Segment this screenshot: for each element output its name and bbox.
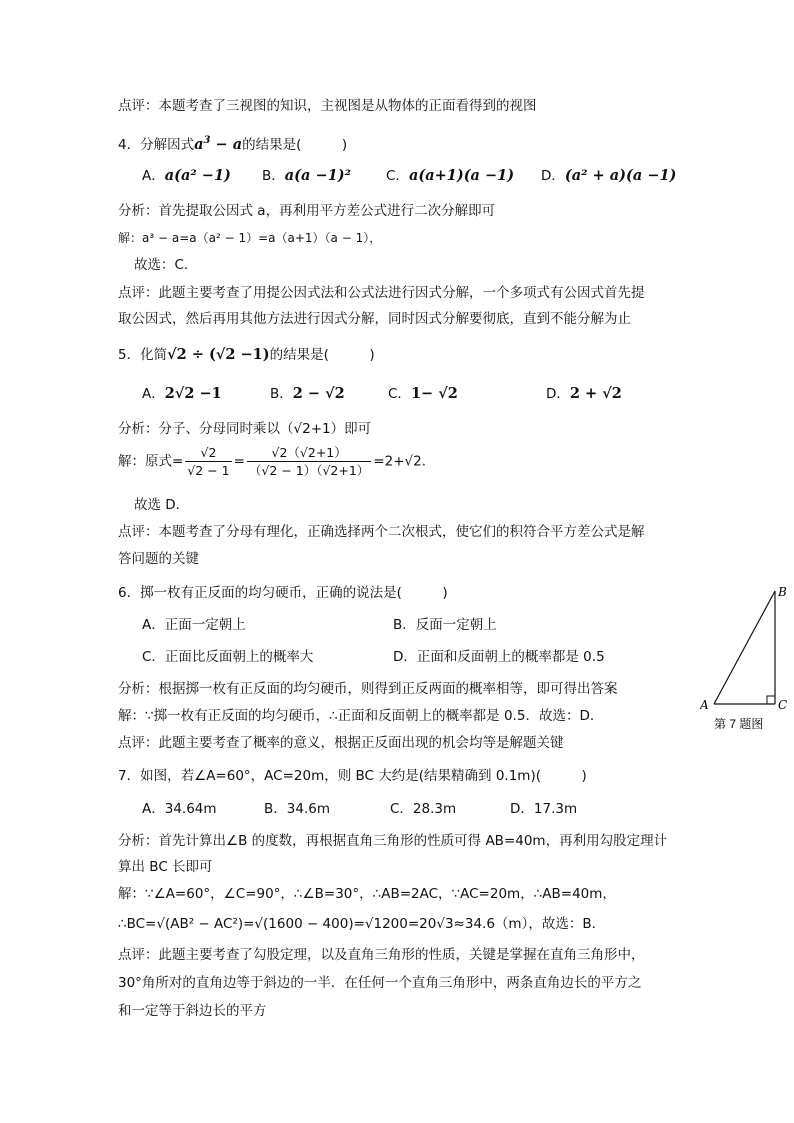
q5-expression: √2 ÷ (√2 −1) (167, 346, 270, 363)
q5-option-d-expr: 2 + √2 (569, 385, 622, 402)
q4-solution: 解：a³ − a=a（a² − 1）=a（a+1）（a − 1）， (118, 231, 382, 245)
q7-comment-line-2: 30°角所对的直角边等于斜边的一半．在任何一个直角三角形中，两条直角边长的平方之 (118, 975, 642, 991)
q4-option-a (142, 167, 231, 185)
q7-stem: 7．如图，若∠A=60°，AC=20m，则 BC 大约是(结果精确到 0.1m)( ) (118, 768, 587, 784)
q4-option-a-expr: a(a² −1) (164, 167, 231, 184)
q6-option-c: C．正面比反面朝上的概率大 (142, 649, 314, 665)
q7-comment-line-1: 点评：此题主要考查了勾股定理，以及直角三角形的性质，关键是掌握在直角三角形中， (118, 947, 645, 963)
q5-option-b-label: B． (270, 386, 293, 402)
vertex-label-a: A (700, 698, 709, 712)
q4-expression (194, 136, 242, 153)
q5-fraction-1 (185, 444, 231, 479)
vertex-label-b: B (778, 585, 787, 599)
q4-option-d-expr: (a² + a)(a −1) (564, 167, 677, 184)
q7-option-c: C．28.3m (390, 801, 457, 817)
q5-equals: = (233, 453, 245, 470)
q7-figure (700, 582, 794, 732)
q5-comment-line-1: 点评：本题考查了分母有理化，正确选择两个二次根式，使它们的积符合平方差公式是解 (118, 524, 645, 540)
q5-stem-prefix: 5．化简 (118, 347, 168, 363)
q5-fraction-1-denominator: √2 − 1 (187, 463, 230, 478)
q5-option-d-label: D． (546, 386, 570, 402)
q5-option-a (142, 385, 222, 403)
q5-option-c (388, 385, 458, 403)
q7-solution-line-1: 解：∵∠A=60°，∠C=90°，∴∠B=30°，∴AB=2AC，∵AC=20m，∴AB=40m， (118, 886, 616, 902)
q4-expr-exponent: 3 (203, 135, 211, 146)
q5-option-c-expr: 1− √2 (410, 385, 458, 402)
q4-option-b (262, 167, 351, 185)
q4-option-b-expr: a(a −1)² (284, 167, 351, 184)
q5-option-b (270, 385, 345, 403)
q6-solution: 解：∵掷一枚有正反面的均匀硬币，∴正面和反面朝上的概率都是 0.5．故选：D． (118, 708, 604, 724)
q4-stem (118, 132, 347, 154)
q4-analysis: 分析：首先提取公因式 a，再利用平方差公式进行二次分解即可 (118, 203, 496, 219)
q6-comment: 点评：此题主要考查了概率的意义，根据正反面出现的机会均等是解题关键 (118, 735, 564, 751)
q5-option-a-label: A． (142, 386, 165, 402)
q4-option-d (541, 167, 676, 185)
q7-option-d: D．17.3m (510, 801, 578, 817)
q6-analysis: 分析：根据掷一枚有正反面的均匀硬币，则得到正反两面的概率相等，即可得出答案 (118, 681, 618, 697)
q7-option-a: A．34.64m (142, 801, 217, 817)
q5-solution-prefix: 解：原式= (118, 453, 184, 470)
q4-stem-prefix: 4．分解因式 (118, 136, 195, 153)
q4-option-a-label: A． (142, 168, 165, 184)
q5-option-a-expr: 2√2 −1 (164, 385, 222, 402)
q7-solution-line-2: ∴BC=√(AB² − AC²)=√(1600 − 400)=√1200=20√3≈34.6（m），故选：B． (118, 916, 606, 932)
q5-fraction-1-numerator: √2 (185, 444, 231, 462)
q5-option-c-label: C． (388, 386, 411, 402)
figure-caption: 第 7 题图 (714, 717, 764, 731)
q7-option-b: B．34.6m (264, 801, 330, 817)
q4-option-c (386, 167, 514, 185)
q3-comment: 点评：本题考查了三视图的知识，主视图是从物体的正面看得到的视图 (118, 98, 537, 114)
q5-solution (118, 444, 426, 479)
q5-option-d (546, 385, 622, 403)
right-angle-mark (767, 696, 775, 704)
q7-comment-line-3: 和一定等于斜边长的平方 (118, 1003, 267, 1019)
q5-stem (118, 346, 375, 364)
q6-option-d: D．正面和反面朝上的概率都是 0.5 (393, 649, 605, 665)
q6-option-b: B．反面一定朝上 (393, 617, 497, 633)
q5-fraction-2 (247, 444, 371, 479)
q4-expr-base: a (194, 135, 204, 153)
q4-expr-rest: − a (210, 135, 243, 153)
right-triangle-diagram (700, 582, 794, 732)
q6-stem: 6．掷一枚有正反面的均匀硬币，正确的说法是( ) (118, 585, 448, 601)
q4-choice: 故选：C． (134, 257, 198, 273)
triangle-side-ab (714, 591, 775, 704)
q4-option-c-expr: a(a+1)(a −1) (408, 167, 515, 184)
q4-comment-line-1: 点评：此题主要考查了用提公因式法和公式法进行因式分解，一个多项式有公因式首先提 (118, 285, 645, 301)
q5-solution-suffix: =2+√2. (373, 453, 427, 470)
q5-fraction-2-numerator: √2（√2+1） (247, 444, 371, 462)
q7-analysis-line-2: 算出 BC 长即可 (118, 859, 213, 875)
q7-analysis-line-1: 分析：首先计算出∠B 的度数，再根据直角三角形的性质可得 AB=40m，再利用勾股定理计 (118, 833, 668, 849)
vertex-label-c: C (778, 698, 788, 712)
q5-comment-line-2: 答问题的关键 (118, 551, 199, 567)
q5-stem-suffix: 的结果是( ) (269, 347, 375, 363)
q6-option-a: A．正面一定朝上 (142, 617, 246, 633)
q4-option-c-label: C． (386, 168, 409, 184)
q5-choice: 故选 D． (134, 497, 190, 513)
q4-stem-suffix: 的结果是( ) (242, 136, 348, 153)
q4-comment-line-2: 取公因式，然后再用其他方法进行因式分解，同时因式分解要彻底，直到不能分解为止 (118, 311, 631, 327)
q5-fraction-2-denominator: （√2 − 1）（√2+1） (248, 463, 370, 478)
q4-option-b-label: B． (262, 168, 285, 184)
q5-option-b-expr: 2 − √2 (292, 385, 345, 402)
q5-analysis: 分析：分子、分母同时乘以（√2+1）即可 (118, 421, 372, 437)
q4-option-d-label: D． (541, 168, 565, 184)
